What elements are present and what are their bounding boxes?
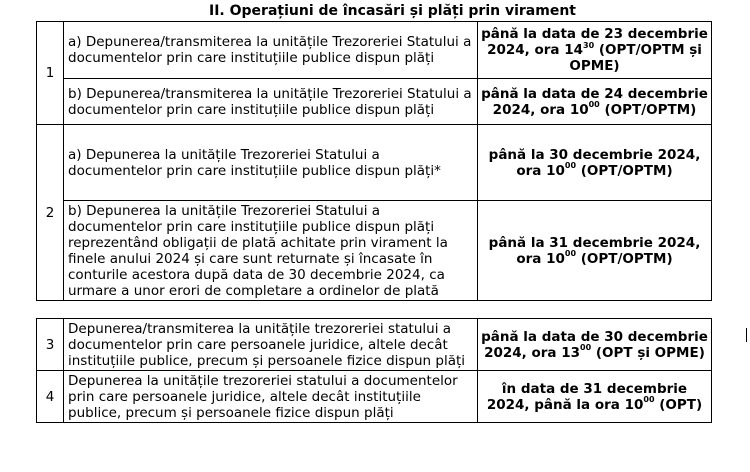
deadline-cell: până la 30 decembrie 2024, ora $10^{00}$ (OPT/OPTM) bbox=[478, 125, 712, 201]
table-row bbox=[37, 125, 712, 201]
operation-description: Depunerea la unitățile trezoreriei statului a documentelor prin care persoanele juridice, altele decât instituțiile publice, precum și persoanele fizice dispun plăți bbox=[64, 371, 478, 423]
operation-description: Depunerea/transmiterea la unitățile trezoreriei statului a documentelor prin care persoanele juridice, altele decât instituțiile publice, precum și persoanele fizice dispun plăți bbox=[64, 319, 478, 371]
operation-description: b) Depunerea la unitățile Trezoreriei Statului a documentelor prin care instituțiile publice dispun plăți reprezentând obligații de plată achitate prin virament la finele anului 2024 și care sunt returnate și încasate în conturile acestora după data de 30 decembrie 2024, ca urmare a unor erori de completare a ordinelor de plată bbox=[64, 201, 478, 301]
row-number: 1 bbox=[37, 22, 64, 125]
operations-table-2 bbox=[36, 318, 712, 423]
deadline-cell: până la data de 30 decembrie 2024, ora $13^{00}$ (OPT și OPME) bbox=[478, 319, 712, 371]
table-row bbox=[37, 319, 712, 371]
row-number: 2 bbox=[37, 125, 64, 301]
deadline-cell: în data de 31 decembrie 2024, până la ora $10^{00}$ (OPT) bbox=[478, 371, 712, 423]
table-row bbox=[37, 22, 712, 79]
operations-table-1 bbox=[36, 21, 712, 301]
table-row bbox=[37, 201, 712, 301]
table-row bbox=[37, 371, 712, 423]
operation-description: a) Depunerea la unitățile Trezoreriei Statului a documentelor prin care instituțiile publice dispun plăți* bbox=[64, 125, 478, 201]
text-cursor bbox=[746, 328, 747, 342]
deadline-cell: până la 31 decembrie 2024, ora $10^{00}$ (OPT/OPTM) bbox=[478, 201, 712, 301]
deadline-cell: până la data de 24 decembrie 2024, ora $10^{00}$ (OPT/OPTM) bbox=[478, 79, 712, 125]
operation-description: b) Depunerea/transmiterea la unitățile Trezoreriei Statului a documentelor prin care instituțiile publice dispun plăți bbox=[64, 79, 478, 125]
row-number: 3 bbox=[37, 319, 64, 371]
operation-description: a) Depunerea/transmiterea la unitățile Trezoreriei Statului a documentelor prin care instituțiile publice dispun plăți bbox=[64, 22, 478, 79]
deadline-cell: până la data de 23 decembrie 2024, ora $14^{30}$ (OPT/OPTM și OPME) bbox=[478, 22, 712, 79]
section-title: II. Operațiuni de încasări și plăți prin virament bbox=[209, 3, 576, 19]
row-number: 4 bbox=[37, 371, 64, 423]
table-row bbox=[37, 79, 712, 125]
